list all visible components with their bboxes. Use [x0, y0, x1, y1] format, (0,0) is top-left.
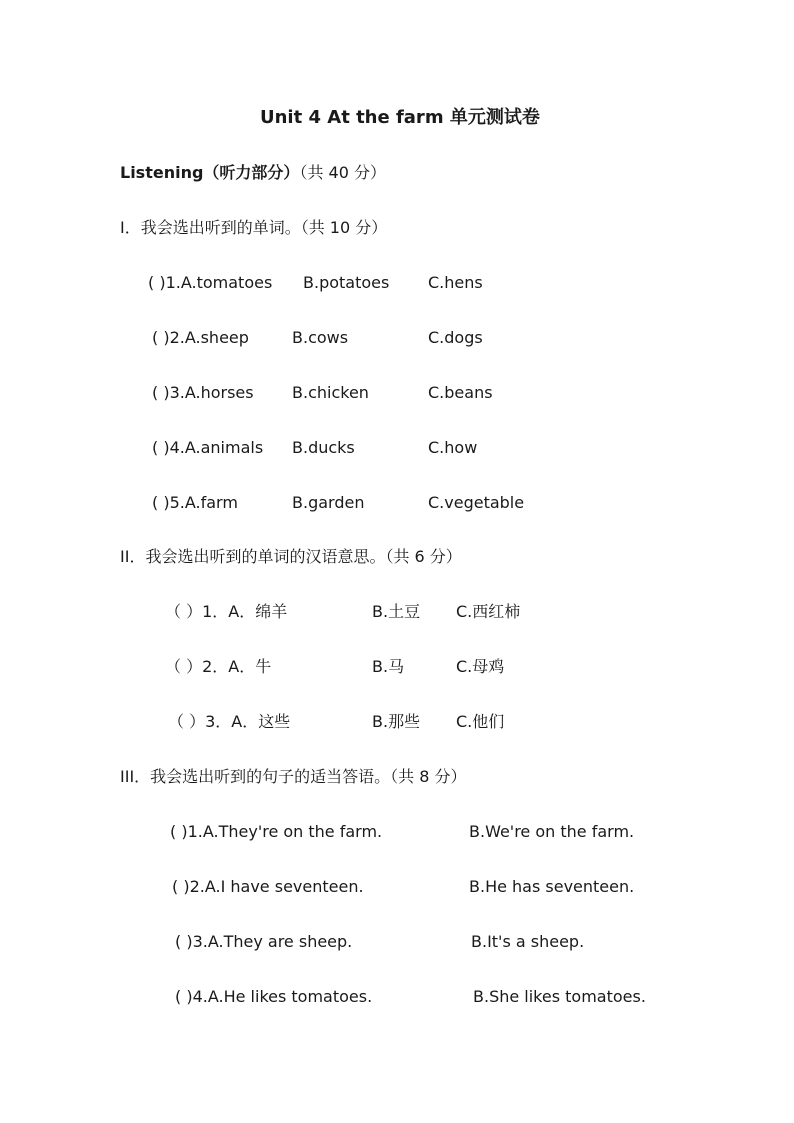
section-1-heading: I．我会选出听到的单词。（共 10 分）: [120, 218, 388, 237]
s3-q1-option-b: B.We're on the farm.: [469, 822, 635, 841]
s1-q1-option-c: C.hens: [428, 273, 483, 292]
s1-q1-option-a: ( )1.A.tomatoes: [148, 273, 273, 292]
s1-q3-option-a: ( )3.A.horses: [152, 383, 254, 402]
s1-q4-option-b: B.ducks: [292, 438, 355, 457]
s2-q3-option-a: （ ）3．A．这些: [168, 712, 291, 731]
s3-q3-option-b: B.It's a sheep.: [471, 932, 585, 951]
s3-q2-option-b: B.He has seventeen.: [469, 877, 635, 896]
s2-q2-option-b: B.马: [372, 657, 405, 676]
s3-q2-option-a: ( )2.A.I have seventeen.: [172, 877, 364, 896]
s1-q4-option-c: C.how: [428, 438, 478, 457]
s1-q4-option-a: ( )4.A.animals: [152, 438, 264, 457]
s3-q4-option-a: ( )4.A.He likes tomatoes.: [175, 987, 373, 1006]
s1-q2-option-c: C.dogs: [428, 328, 483, 347]
section-2-heading: II．我会选出听到的单词的汉语意思。（共 6 分）: [120, 547, 462, 566]
s2-q3-option-b: B.那些: [372, 712, 421, 731]
s3-q4-option-b: B.She likes tomatoes.: [473, 987, 646, 1006]
page-title: Unit 4 At the farm 单元测试卷: [260, 107, 540, 128]
listening-score: （共 40 分）: [299, 163, 386, 182]
s1-q3-option-b: B.chicken: [292, 383, 369, 402]
s1-q1-option-b: B.potatoes: [303, 273, 390, 292]
s1-q2-option-b: B.cows: [292, 328, 349, 347]
s3-q3-option-a: ( )3.A.They are sheep.: [175, 932, 353, 951]
section-3-heading: III．我会选出听到的句子的适当答语。（共 8 分）: [120, 767, 467, 786]
s2-q2-option-a: （ ）2．A．牛: [165, 657, 272, 676]
s2-q1-option-a: （ ）1．A．绵羊: [165, 602, 288, 621]
s3-q1-option-a: ( )1.A.They're on the farm.: [170, 822, 383, 841]
s1-q5-option-b: B.garden: [292, 493, 365, 512]
s1-q2-option-a: ( )2.A.sheep: [152, 328, 249, 347]
listening-heading: [120, 163, 386, 183]
s2-q2-option-c: C.母鸡: [456, 657, 505, 676]
s2-q1-option-c: C.西红柿: [456, 602, 521, 621]
s1-q5-option-c: C.vegetable: [428, 493, 525, 512]
s2-q1-option-b: B.土豆: [372, 602, 421, 621]
s2-q3-option-c: C.他们: [456, 712, 505, 731]
s1-q3-option-c: C.beans: [428, 383, 493, 402]
s1-q5-option-a: ( )5.A.farm: [152, 493, 238, 512]
listening-label: Listening（听力部分）: [120, 163, 300, 182]
